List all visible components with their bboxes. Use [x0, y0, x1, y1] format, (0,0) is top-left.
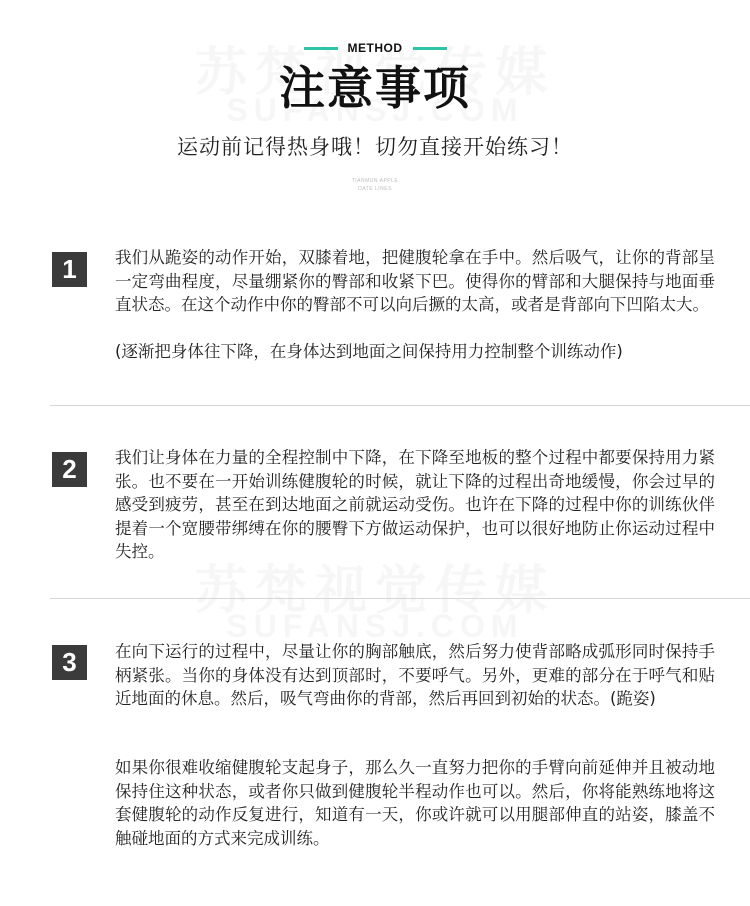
step-number-badge: 2	[52, 452, 87, 487]
accent-line-right	[413, 47, 447, 50]
step-2-text: 我们让身体在力量的全程控制中下降，在下降至地板的整个过程中都要保持用力紧张。也不要在一开始训练健腹轮的时候，就让下降的过程出奇地缓慢，你会过早的感受到疲劳，甚至在到达地面之前就运动受伤。也许在下降的过程中你的训练伙伴提着一个宽腰带绑缚在你的腰臀下方做运动保护，也可以很好地防止你运动过程中失控。	[115, 448, 715, 561]
page-title: 注意事项	[279, 61, 471, 115]
section-divider	[50, 405, 750, 406]
method-label: METHOD	[347, 41, 403, 55]
step-1-text: 我们从跪姿的动作开始，双膝着地，把健腹轮拿在手中。然后吸气，让你的背部呈一定弯曲程度，尽量绷紧你的臀部和收紧下巴。使得你的臂部和大腿保持与地面垂直状态。在这个动作中你的臀部不可以向后撅的太高，或者是背部向下凹陷太大。	[115, 248, 715, 314]
tiny-caption-1: TIANMUN APPLE	[351, 178, 399, 184]
page-subtitle: 运动前记得热身哦！切勿直接开始练习！	[177, 135, 573, 159]
tiny-caption-2: DATE LINES	[358, 186, 392, 192]
step-number-badge: 1	[52, 252, 87, 287]
method-label-row	[0, 41, 750, 55]
step-3-extra-text: 如果你很难收缩健腹轮支起身子，那么久一直努力把你的手臂向前延伸并且被动地保持住这种状态，或者你只做到健腹轮半程动作也可以。然后，你将能熟练地将这套健腹轮的动作反复进行，知道有一天，你或许就可以用腿部伸直的站姿，膝盖不触碰地面的方式来完成训练。	[115, 758, 715, 848]
step-1-note: (逐渐把身体往下降，在身体达到地面之间保持用力控制整个训练动作)	[115, 342, 623, 361]
step-number-badge: 3	[52, 645, 87, 680]
section-divider	[50, 598, 750, 599]
accent-line-left	[304, 47, 338, 50]
step-3-text: 在向下运行的过程中，尽量让你的胸部触底，然后努力使背部略成弧形同时保持手柄紧张。当你的身体没有达到顶部时，不要呼气。另外，更难的部分在于呼气和贴近地面的休息。然后，吸气弯曲你的背部，然后再回到初始的状态。(跪姿)	[115, 642, 715, 708]
